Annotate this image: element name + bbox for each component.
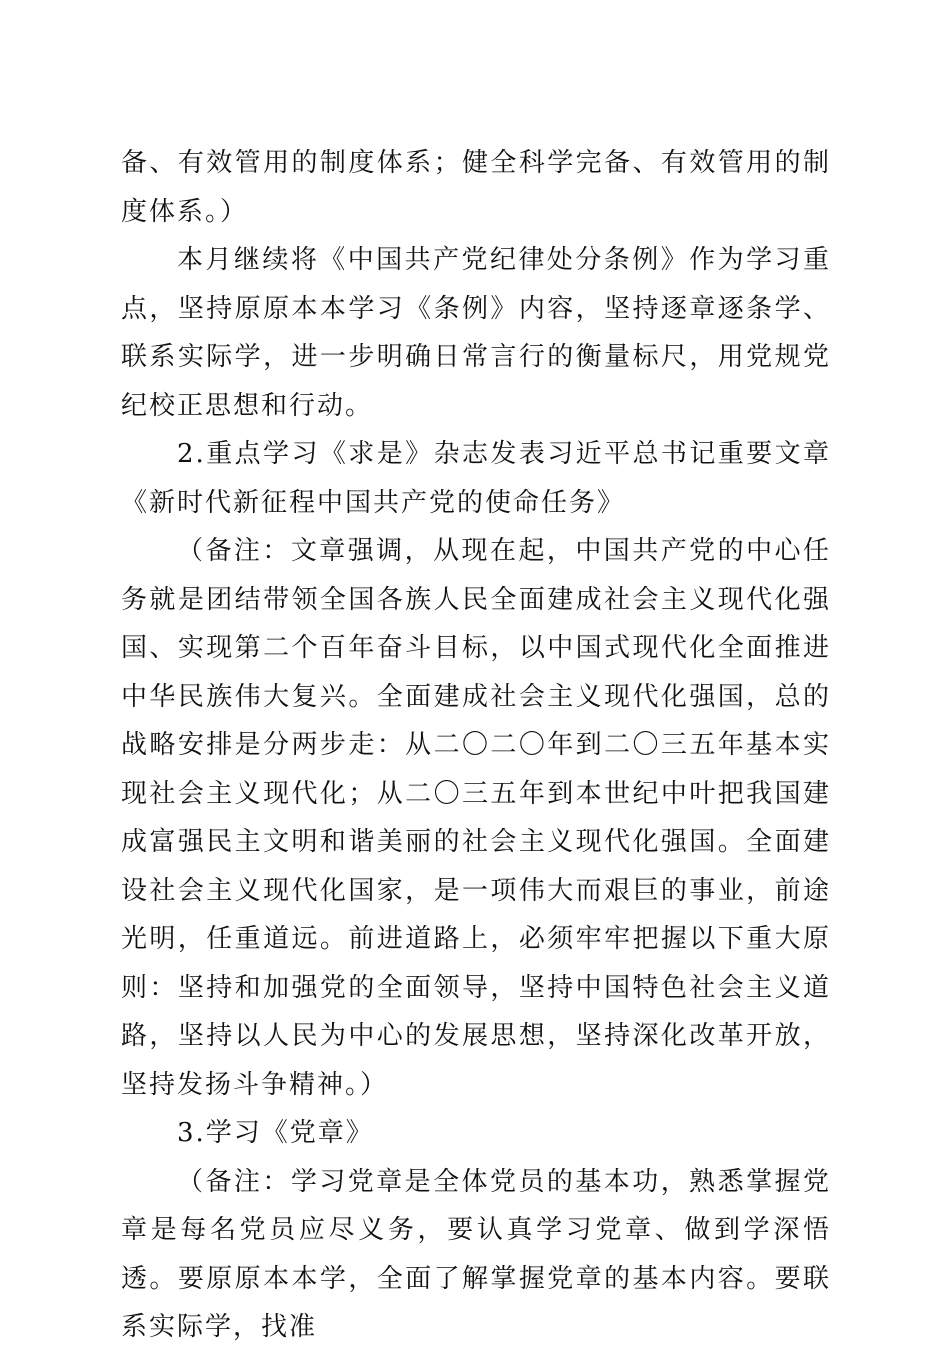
paragraph-note-mission: （备注：文章强调，从现在起，中国共产党的中心任务就是团结带领全国各族人民全面建成社会主义现代化强国、实现第二个百年奋斗目标，以中国式现代化全面推进中华民族伟大复兴。全面建成社会主义现代化强国，总的战略安排是分两步走：从二〇二〇年到二〇三五年基本实现社会主义现代化；从二〇三五年到本世纪中叶把我国建成富强民主文明和谐美丽的社会主义现代化强国。全面建设社会主义现代化国家，是一项伟大而艰巨的事业，前途光明，任重道远。前进道路上，必须牢牢把握以下重大原则：坚持和加强党的全面领导，坚持中国特色社会主义道路，坚持以人民为中心的发展思想，坚持深化改革开放，坚持发扬斗争精神。） xyxy=(121,536,831,1100)
document-body xyxy=(121,139,831,1352)
heading-item-2: 2.重点学习《求是》杂志发表习近平总书记重要文章《新时代新征程中国共产党的使命任务》 xyxy=(121,439,831,518)
heading-item-3: 3.学习《党章》 xyxy=(177,1118,374,1148)
paragraph-note-party-constitution: （备注：学习党章是全体党员的基本功，熟悉掌握党章是每名党员应尽义务，要认真学习党章、做到学深悟透。要原原本本学，全面了解掌握党章的基本内容。要联系实际学，找准 xyxy=(121,1166,831,1342)
paragraph-continuation: 备、有效管用的制度体系；健全科学完备、有效管用的制度体系。） xyxy=(121,148,831,227)
paragraph-regulation-study: 本月继续将《中国共产党纪律处分条例》作为学习重点，坚持原原本本学习《条例》内容，坚持逐章逐条学、联系实际学，进一步明确日常言行的衡量标尺，用党规党纪校正思想和行动。 xyxy=(121,245,831,421)
